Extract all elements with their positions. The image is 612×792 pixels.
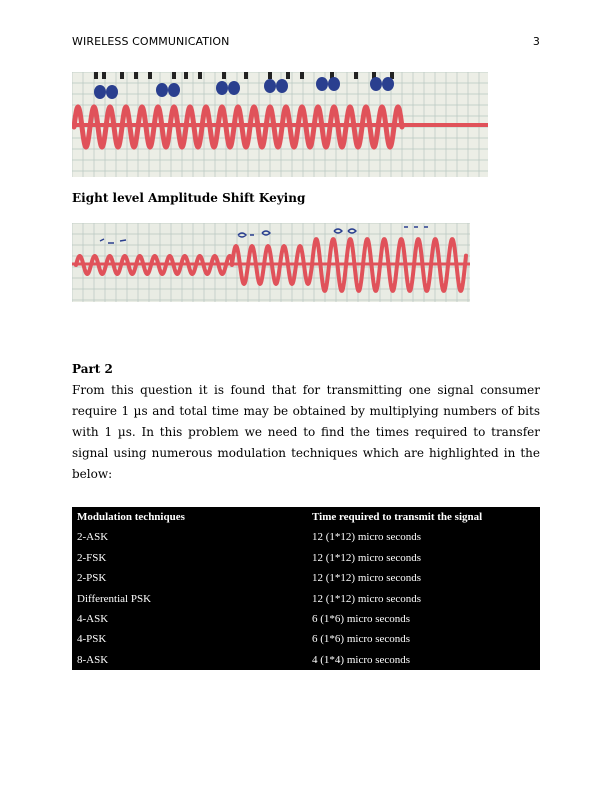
ask-waveform-photo-2 xyxy=(72,223,470,302)
modulation-table xyxy=(72,507,540,670)
table-cell: 2-ASK xyxy=(77,531,109,544)
table-cell: 4-ASK xyxy=(77,612,109,625)
table-row xyxy=(72,527,540,547)
table-cell: 4-PSK xyxy=(77,633,107,646)
table-row xyxy=(72,629,540,649)
table-cell: 12 (1*12) micro seconds xyxy=(312,531,422,544)
ask-waveform-photo-1 xyxy=(72,72,488,177)
page-header xyxy=(72,35,540,48)
table-cell: 2-PSK xyxy=(77,572,107,585)
waveform-sketch-1 xyxy=(72,72,488,177)
table-row xyxy=(72,568,540,588)
header-title: WIRELESS COMMUNICATION xyxy=(72,35,230,48)
column-header: Time required to transmit the signal xyxy=(312,511,483,524)
waveform-sketch-2 xyxy=(72,223,470,302)
table-cell: 12 (1*12) micro seconds xyxy=(312,551,422,564)
table-cell: Differential PSK xyxy=(77,592,152,605)
figure-caption: Eight level Amplitude Shift Keying xyxy=(72,191,306,205)
table-row xyxy=(72,548,540,568)
section-title: Part 2 xyxy=(72,362,113,376)
table-row xyxy=(72,650,540,670)
body-paragraph: From this question it is found that for transmitting one signal consumer require 1 µs and total time may be obtained by multiplying numbers of bits with 1 µs. In this problem we need to find the times required to transfer signal using numerous modulation techniques which are highlighted in the below: xyxy=(72,383,540,481)
table-row xyxy=(72,609,540,629)
table-row xyxy=(72,588,540,608)
table-cell: 4 (1*4) micro seconds xyxy=(312,653,411,666)
table-cell: 6 (1*6) micro seconds xyxy=(312,612,411,625)
table-cell: 12 (1*12) micro seconds xyxy=(312,572,422,585)
table-cell: 8-ASK xyxy=(77,653,109,666)
table-header-row xyxy=(72,507,540,527)
table-cell: 2-FSK xyxy=(77,551,107,564)
table-cell: 6 (1*6) micro seconds xyxy=(312,633,411,646)
table-cell: 12 (1*12) micro seconds xyxy=(312,592,422,605)
column-header: Modulation techniques xyxy=(77,511,185,524)
page-number: 3 xyxy=(532,35,540,48)
